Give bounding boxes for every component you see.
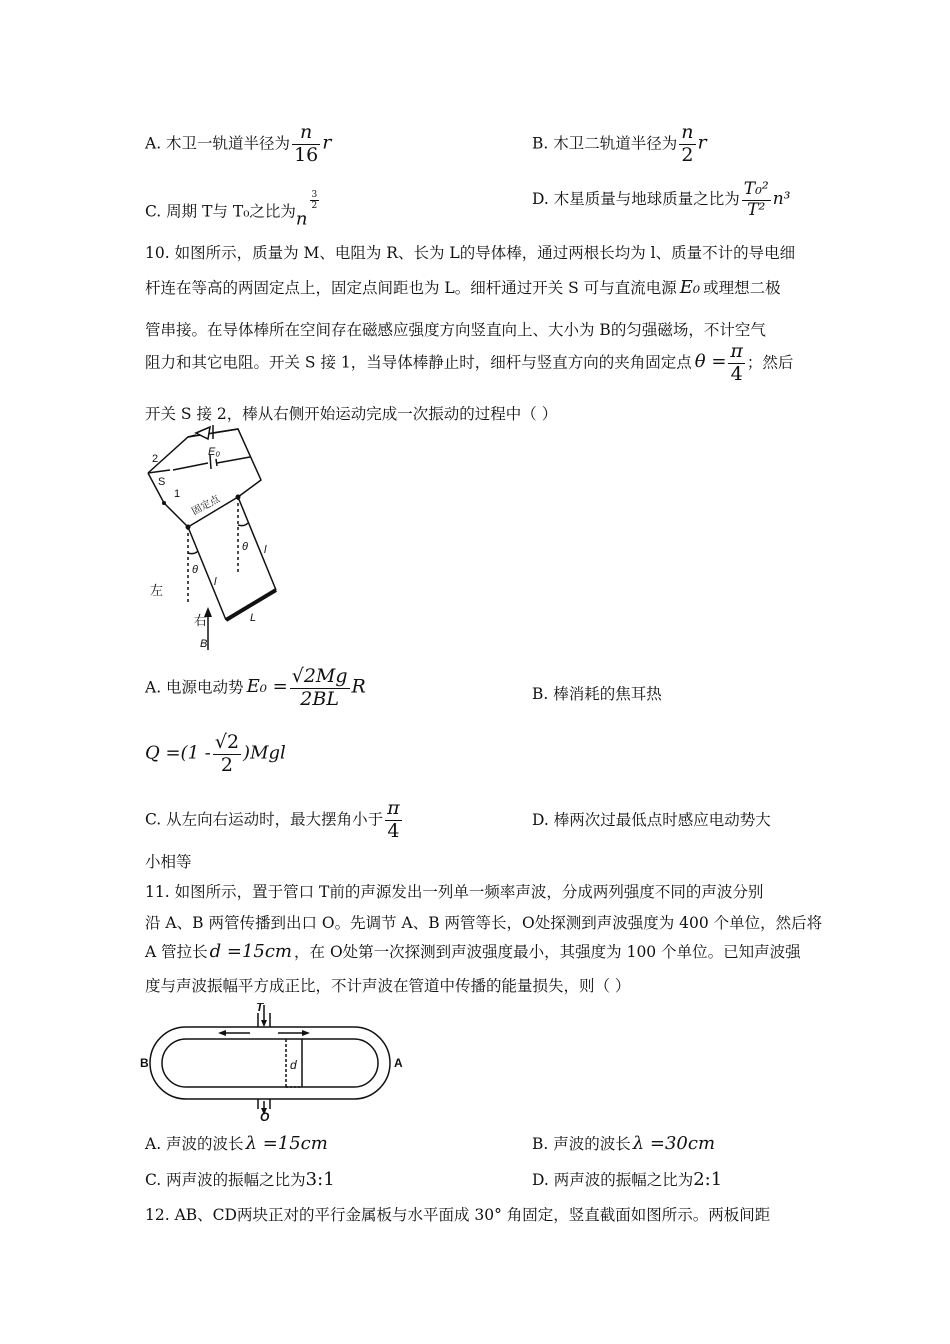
fraction-denominator: 4 bbox=[387, 819, 400, 842]
q10-option-c bbox=[145, 798, 404, 843]
q11-option-d-text: D. 两声波的振幅之比为 bbox=[532, 1171, 694, 1189]
q11-stem-line-4: 度与声波振幅平方成正比，不计声波在管道中传播的能量损失，则（ ） bbox=[145, 977, 631, 995]
q9-option-d-variable: n³ bbox=[772, 189, 791, 210]
exponent-numerator: 3 bbox=[311, 190, 318, 200]
switch-pos-2-label: 2 bbox=[152, 453, 159, 465]
left-theta-label: θ bbox=[192, 564, 198, 576]
left-rod-length-label: l bbox=[214, 576, 217, 588]
left-direction-label: 左 bbox=[150, 583, 164, 598]
tube-b-label: B bbox=[140, 1056, 149, 1070]
q10-line4-text: 阻力和其它电阻。开关 S 接 1，当导体棒静止时，细杆与竖直方向的夹角固定点 bbox=[145, 353, 692, 372]
q9-option-d bbox=[532, 180, 790, 220]
q9-option-b bbox=[532, 122, 707, 167]
q9-option-c bbox=[145, 190, 321, 229]
inner-tube bbox=[162, 1039, 378, 1087]
left-angle-arc bbox=[188, 551, 198, 554]
q10-stem-line-5: 开关 S 接 2，棒从右侧开始运动完成一次振动的过程中（ ） bbox=[145, 405, 558, 423]
q11-option-a-text: A. 声波的波长 bbox=[145, 1135, 244, 1153]
q9-option-b-text: B. 木卫二轨道半径为 bbox=[532, 134, 678, 153]
bar-length-label: L bbox=[250, 612, 257, 624]
q9-option-c-exponent bbox=[310, 190, 320, 212]
q11-option-c-text: C. 两声波的振幅之比为 bbox=[145, 1171, 306, 1189]
q10-line2-text: 杆连在等高的两固定点上，固定点间距也为 L。细杆通过开关 S 可与直流电源 bbox=[145, 279, 677, 297]
q10-option-c-text: C. 从左向右运动时，最大摆角小于 bbox=[145, 810, 384, 829]
q10-circuit-figure bbox=[138, 425, 378, 655]
q10-line2-emf-symbol: E₀ bbox=[679, 277, 701, 298]
q12-stem-line-1: 12. AB、CD两块正对的平行金属板与水平面成 30° 角固定，竖直截面如图所示。两板间距 bbox=[145, 1206, 771, 1224]
q11-line3-end: ，在 O处第一次探测到声波强度最小，其强度为 100 个单位。已知声波强 bbox=[294, 943, 801, 961]
q11-line3-math: d =15cm bbox=[209, 941, 293, 962]
diode-symbol bbox=[196, 427, 210, 439]
right-direction-label: 右 bbox=[194, 613, 208, 628]
q11-option-a-math: λ =15cm bbox=[245, 1133, 328, 1154]
q11-option-d-ratio: 2:1 bbox=[693, 1169, 723, 1190]
fraction-denominator: 2 bbox=[681, 143, 694, 166]
q10-stem-line-4 bbox=[145, 341, 793, 386]
formula-fraction bbox=[213, 732, 241, 777]
fraction-denominator: 4 bbox=[730, 362, 743, 385]
fraction-numerator: n bbox=[681, 121, 694, 143]
q10-option-a-fraction bbox=[290, 666, 350, 711]
q10-option-b: B. 棒消耗的焦耳热 bbox=[532, 685, 662, 703]
q9-option-a bbox=[145, 122, 331, 167]
q11-option-b bbox=[532, 1132, 715, 1154]
formula-lhs: Q =(1 - bbox=[145, 742, 211, 764]
q10-option-a-text: A. 电源电动势 bbox=[145, 678, 244, 697]
q10-option-a bbox=[145, 666, 366, 711]
q11-line3-start: A 管拉长 bbox=[145, 943, 208, 961]
displacement-d-label: d bbox=[290, 1058, 297, 1072]
q10-option-b-formula bbox=[145, 732, 286, 777]
q10-stem-line-2 bbox=[145, 276, 781, 298]
q11-stem-line-3 bbox=[145, 940, 801, 962]
q10-line4-theta: θ = bbox=[694, 351, 727, 373]
right-angle-arc bbox=[238, 523, 248, 526]
switch-pos-1-label: 1 bbox=[174, 488, 181, 500]
emf-label: E₀ bbox=[208, 446, 220, 458]
fixed-point-label: 固定点 bbox=[190, 493, 222, 518]
q9-option-c-text: C. 周期 T与 T₀之比为 bbox=[145, 202, 296, 221]
q10-line4-fraction bbox=[728, 341, 745, 386]
q9-option-a-variable: r bbox=[322, 131, 332, 154]
q11-tube-figure bbox=[140, 1003, 410, 1121]
q9-option-b-variable: r bbox=[697, 131, 707, 154]
q11-option-c bbox=[145, 1168, 335, 1190]
fraction-numerator: π bbox=[730, 340, 743, 362]
fraction-numerator: π bbox=[387, 797, 400, 819]
q11-option-d bbox=[532, 1168, 722, 1190]
q9-option-b-fraction bbox=[679, 122, 695, 167]
exponent-denominator: 2 bbox=[311, 201, 318, 212]
q9-option-d-fraction bbox=[742, 180, 771, 220]
right-fixed-point bbox=[236, 495, 241, 500]
q11-stem-line-1: 11. 如图所示，置于管口 T前的声源发出一列单一频率声波，分成两列强度不同的声波分别 bbox=[145, 883, 764, 901]
switch-s-label: S bbox=[158, 476, 166, 488]
fraction-denominator: 2BL bbox=[300, 687, 339, 710]
q10-option-d: D. 棒两次过最低点时感应电动势大 bbox=[532, 811, 771, 829]
right-rod-length-label: l bbox=[264, 544, 267, 556]
inlet-t-label: T bbox=[256, 1003, 264, 1014]
q10-option-c-fraction bbox=[385, 798, 402, 843]
tube-a-label: A bbox=[394, 1056, 403, 1070]
battery-short-plate bbox=[216, 459, 217, 466]
fraction-numerator: n bbox=[292, 122, 320, 145]
q9-option-a-fraction bbox=[292, 122, 320, 167]
q10-line4-end: ；然后 bbox=[746, 353, 794, 372]
q10-stem-line-1: 10. 如图所示，质量为 M、电阻为 R、长为 L的导体棒，通过两根长均为 l、质量不计的导电细 bbox=[145, 244, 796, 262]
fraction-denominator: 2 bbox=[220, 753, 233, 776]
q9-option-c-base: n bbox=[295, 208, 308, 230]
q11-option-b-text: B. 声波的波长 bbox=[532, 1135, 631, 1153]
q11-stem-line-2: 沿 A、B 两管传播到出口 O。先调节 A、B 两管等长，O处探测到声波强度为 400 个单位，然后将 bbox=[145, 914, 823, 932]
left-fixed-point bbox=[186, 525, 191, 530]
fraction-denominator: 16 bbox=[294, 143, 319, 166]
fraction-numerator: √2 bbox=[214, 731, 240, 753]
q10-option-a-variable: R bbox=[351, 675, 366, 698]
fraction-numerator: T₀² bbox=[743, 179, 769, 199]
q9-option-a-text: A. 木卫一轨道半径为 bbox=[145, 134, 291, 153]
q10-option-a-lhs: E₀ = bbox=[246, 676, 288, 698]
q10-option-d-continued: 小相等 bbox=[145, 853, 192, 871]
fraction-numerator: √2Mg bbox=[291, 665, 348, 687]
q11-option-a bbox=[145, 1132, 328, 1154]
q11-option-b-math: λ =30cm bbox=[632, 1133, 716, 1154]
q11-option-c-ratio: 3:1 bbox=[305, 1169, 335, 1190]
q9-option-d-text: D. 木星质量与地球质量之比为 bbox=[532, 190, 740, 209]
b-field-label: B bbox=[200, 638, 208, 650]
q10-line2-end: 或理想二极 bbox=[703, 279, 781, 297]
outlet-o-label: O bbox=[260, 1110, 270, 1121]
q10-stem-line-3: 管串接。在导体棒所在空间存在磁感应强度方向竖直向上、大小为 B的匀强磁场，不计空气 bbox=[145, 321, 766, 339]
outer-tube bbox=[150, 1027, 390, 1099]
fraction-denominator: T² bbox=[747, 199, 766, 220]
formula-rhs: )Mgl bbox=[243, 742, 286, 764]
right-theta-label: θ bbox=[242, 541, 248, 553]
